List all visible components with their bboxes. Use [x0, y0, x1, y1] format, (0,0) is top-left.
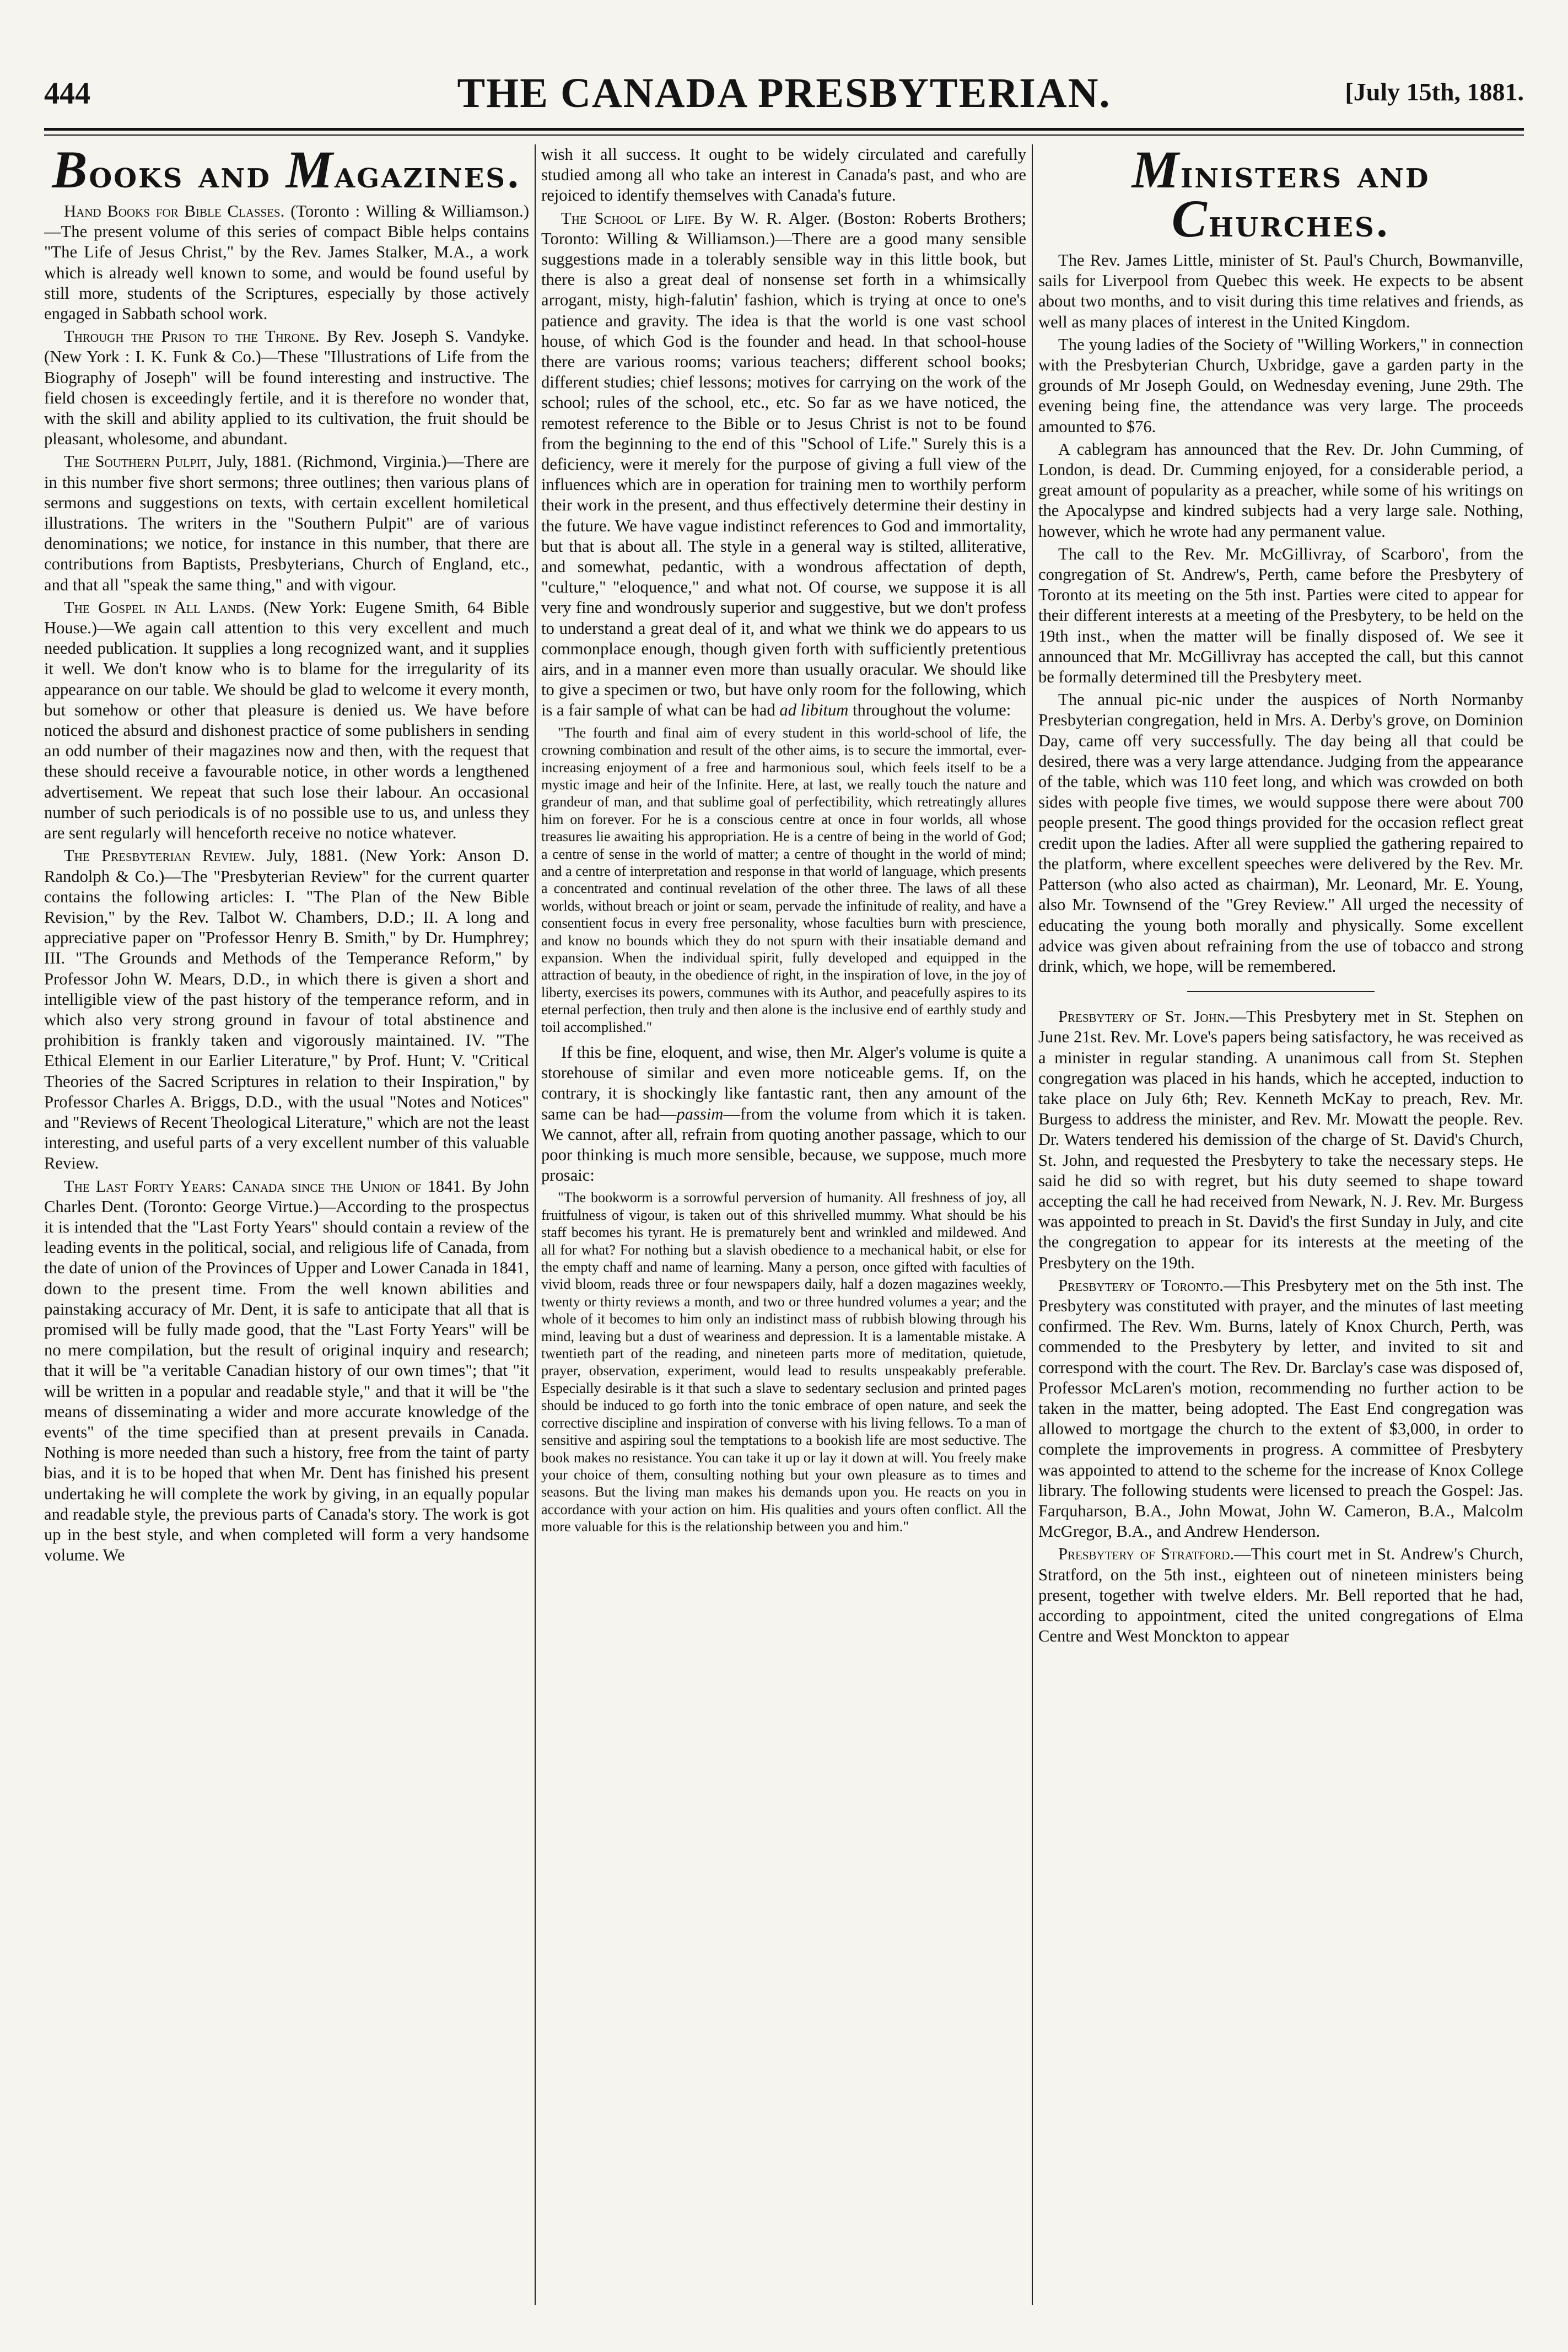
- block-quote: "The fourth and final aim of every student in this world-school of life, the crowning combination and result of the other aims, is to secure the immortal, ever-increasing enjoyment of a free and harmonious soul, which feels itself to be a mystic image and heir of the Infinite. Here, at last, we really touch the nature and grandeur of man, and that sublime goal of perfectibility, which retreatingly allures him on forever. For he is a conscious centre at once in four worlds, all whose treasures lie awaiting his appropriation. He is a centre of being in the world of God; a centre of sense in the world of matter; a centre of thought in the world of mind; and a centre of interpretation and response in that world of language, which presents a concentrated and continual revelation of the other three. The laws of all these worlds, without breach or joint or seam, pervade the infinitude of reality, and have a consentient focus in every free personality, whose faculties burn with prescience, and know no bounds which they do not spurn with their insatiable demand and expansion. When the individual spirit, fully developed and equipped in the attraction of beauty, in the obedience of right, in the inspiration of love, in the joy of liberty, exercises its powers, communes with its Author, and peacefully aspires to its eternal perfection, then truly and then alone is the inclusive end of earthly study and toil accomplished.": [541, 724, 1026, 1035]
- issue-date: [July 15th, 1881.: [1345, 78, 1524, 106]
- masthead: [44, 65, 1524, 126]
- news-item: The annual pic-nic under the auspices of North Normanby Presbyterian congregation, held in Mrs. A. Derby's grove, on Dominion Day, came off very successfully. The day being all that could be desired, there was a very large attendance. Judging from the appearance of the table, which was 110 feet long, and which was crowded on both sides with people five times, we would suppose there were about 700 people present. The good things provided for the occasion reflect great credit upon the ladies. After all were supplied the gathering repaired to the platform, where excellent speeches were delivered by the Rev. Mr. Patterson (who also acted as chairman), Mr. Leonard, Mr. E. Young, also Mr. Townsend of the "Grey Review." All urged the necessity of educating the young both morally and physically. Some excellent advice was given about refraining from the use of tobacco and strong drink, which, we hope, will be remembered.: [1038, 690, 1523, 976]
- review-last-forty-years-end: wish it all success. It ought to be widely circulated and carefully studied among all who take an interest in Canada's past, and who are rejoiced to identify themselves with Canada's future.: [541, 145, 1026, 205]
- review-presbyterian-review: The Presbyterian Review. July, 1881. (New York: Anson D. Randolph & Co.)—The "Presbyterian Review" for the current quarter contains the following articles: I. "The Plan of the New Bible Revision," by the Rev. Talbot W. Chambers, D.D.; II. A long and appreciative paper on "Professor Henry B. Smith," by Dr. Humphrey; III. "The Grounds and Methods of the Temperance Reform," by Professor John W. Mears, D.D., in which there is given a short and intelligible view of the past history of the temperance reform, and in which also very strong ground in favour of total abstinence and prohibition is frankly taken and vigorously maintained. IV. "The Ethical Element in our Earlier Literature," by Prof. Hunt; V. "Critical Theories of the Sacred Scriptures in relation to their Inspiration," by Professor Charles A. Briggs, D.D., with the usual "Notes and Notices" and "Reviews of Recent Theological Literature," which are not the least interesting, and useful parts of a very excellent number of this valuable Review.: [44, 846, 529, 1173]
- column-ministers-and-churches: [1038, 144, 1523, 2316]
- review-southern-pulpit: The Southern Pulpit, July, 1881. (Richmond, Virginia.)—There are in this number five short sermons; three outlines; then various plans of sermons and suggestions on texts, with certain excellent homiletical illustrations. The writers in the "Southern Pulpit" are of various denominations; we notice, for instance in this number, that there are contributions from Baptists, Presbyterians, Church of England, etc., and that all "speak the same thing," and with vigour.: [44, 452, 529, 594]
- page-number: 444: [44, 77, 90, 111]
- section-heading-ministers-and-churches: Ministers and Churches.: [1131, 144, 1430, 248]
- newspaper-title: THE CANADA PRESBYTERIAN.: [457, 70, 1111, 116]
- review-bible-classes: Hand Books for Bible Classes. (Toronto : Willing & Williamson.)—The present volume of this series of compact Bible helps contains "The Life of Jesus Christ," by the Rev. James Stalker, M.A., a work which is already well known to some, and would be found useful by still more, students of the Scriptures, especially by those actively engaged in Sabbath school work.: [44, 202, 529, 324]
- review-school-of-life-comment: If this be fine, eloquent, and wise, then Mr. Alger's volume is quite a storehouse of similar and even more noticeable gems. If, on the contrary, it is shockingly like fantastic rant, then any amount of the same can be had—passim—from the volume from which it is taken. We cannot, after all, refrain from quoting another passage, which to our poor thinking is much more sensible, because, we suppose, much more prosaic:: [541, 1043, 1026, 1185]
- masthead-rule: [44, 128, 1524, 131]
- news-item: The call to the Rev. Mr. McGillivray, of Scarboro', from the congregation of St. Andrew's, Perth, came before the Presbytery of Toronto at its meeting on the 5th inst. Parties were cited to appear for their different interests at a meeting of the Presbytery, to be held on the 19th inst., when the matter will be finally disposed of. We see it announced that Mr. McGillivray has accepted the call, but this cannot be formally determined till the Presbytery meet.: [1038, 544, 1523, 687]
- column-divider: [1032, 144, 1033, 2305]
- review-gospel-in-all-lands: The Gospel in All Lands. (New York: Eugene Smith, 64 Bible House.)—We again call attention to this very excellent and much needed publication. It supplies a long recognized want, and it supplies it well. We don't know who is to blame for the irregularity of its appearance on our table. We should be glad to welcome it every month, but somehow or other that pleasure is denied us. We have before noticed the absurd and dishonest practice of some publishers in sending an odd number of their magazines now and then, with the request that these should receive a favourable notice, in other words a lengthened advertisement. We repeat that such lose their labour. An occasional number of such periodicals is of no possible use to us, and unless they are sent regularly will henceforth receive no notice whatever.: [44, 598, 529, 843]
- presbytery-st-john: Presbytery of St. John.—This Presbytery met in St. Stephen on June 21st. Rev. Mr. Love's papers being satisfactory, he was received as a minister in regular standing. A unanimous call from St. Stephen congregation was placed in his hands, which he accepted, induction to take place on July 6th; Rev. Kenneth McKay to preach, Rev. Mr. Burgess to address the minister, and Rev. Mr. Mowatt the people. Rev. Dr. Waters tendered his demission of the charge of St. David's Church, St. John, and requested the Presbytery to take the necessary steps. He said he did so with regret, but his duty seemed to shape toward accepting the call he had received from Newark, N. J. Rev. Mr. Burgess was appointed to preach in St. David's the first Sunday in July, and cite the congregation to appear for its interests at the meeting of the Presbytery on the 19th.: [1038, 1007, 1523, 1272]
- news-item: A cablegram has announced that the Rev. Dr. John Cumming, of London, is dead. Dr. Cumming enjoyed, for a considerable period, a great amount of popularity as a preacher, while some of his writings on the Apocalypse and kindred subjects had a very large sale. Nothing, however, which he wrote had any permanent value.: [1038, 439, 1523, 541]
- masthead-rule-thin: [44, 134, 1524, 136]
- block-quote: "The bookworm is a sorrowful perversion of humanity. All freshness of joy, all fruitfulness of vigour, is taken out of this shrivelled mummy. What should be his staff becomes his tyrant. He is prematurely bent and wrinkled and mildewed. And all for what? For nothing but a slavish obedience to a mechanical habit, or else for the empty chaff and name of learning. Many a person, once gifted with faculties of vivid bloom, reads three or four newspapers daily, half a dozen magazines weekly, twenty or thirty reviews a month, and two or three hundred volumes a year; and the whole of it becomes to him only an indistinct mass of rubbish blowing through his mind, leaving but a dust of weariness and depression. It is a lamentable mistake. A twentieth part of the reading, and nineteen parts more of meditation, quietude, prayer, observation, experiment, would lead to results unspeakably preferable. Especially desirable is it that such a slave to sedentary seclusion and printed pages should be induced to go forth into the tonic embrace of open nature, and seek the corrective discipline and inspiration of converse with his living fellows. To a man of sensitive and aspiring soul the temptations to a bookish life are most seductive. The book makes no resistance. You can take it up or lay it down at will. You freely make your choice of them, consulting nothing but your own pleasure as to times and seasons. But the living man makes his demands upon you. He reacts on you in accordance with your action on him. His qualities and yours often conflict. All the more valuable for this is the relationship between you and him.": [541, 1190, 1026, 1535]
- news-item: The young ladies of the Society of "Willing Workers," in connection with the Presbyterian Church, Uxbridge, gave a garden party in the grounds of Mr Joseph Gould, on Wednesday evening, June 29th. The evening being fine, the attendance was very large. The proceeds amounted to $76.: [1038, 335, 1523, 436]
- section-divider: [1187, 991, 1375, 992]
- presbytery-stratford: Presbytery of Stratford.—This court met in St. Andrew's Church, Stratford, on the 5th inst., eighteen out of nineteen ministers being present, together with twelve elders. Mr. Bell reported that he had, according to appointment, cited the united congregations of Elma Centre and West Monckton to appear: [1038, 1544, 1523, 1646]
- review-last-forty-years: The Last Forty Years: Canada since the Union of 1841. By John Charles Dent. (Toronto: George Virtue.)—According to the prospectus it is intended that the "Last Forty Years" should contain a review of the leading events in the political, social, and religious life of Canada, from the date of union of the Provinces of Upper and Lower Canada in 1841, down to the present time. From the well known abilities and painstaking accuracy of Mr. Dent, it is safe to anticipate that all that is promised will be fully made good, that the "Last Forty Years" will be no mere compilation, but the result of original inquiry and research; that it will be "a veritable Canadian history of our own times"; that "it will be written in a popular and readable style," and that it will be "the means of disseminating a wider and more accurate knowledge of the events" of the time specified than at present prevails in Canada. Nothing is more needed than such a history, free from the taint of party bias, and it is to be hoped that when Mr. Dent has finished his present undertaking he will complete the work by giving, in an equally popular and readable style, the previous parts of Canada's story. The work is got up in the best style, and when completed will form a very handsome volume. We: [44, 1176, 529, 1565]
- news-item: The Rev. James Little, minister of St. Paul's Church, Bowmanville, sails for Liverpool from Quebec this week. He expects to be absent about two months, and to visit during this time relatives and friends, as well as many places of interest in the United Kingdom.: [1038, 251, 1523, 331]
- review-school-of-life: The School of Life. By W. R. Alger. (Boston: Roberts Brothers; Toronto: Willing & Williamson.)—There are a good many sensible suggestions made in a tolerably sensible way in this little book, but there is also a great deal of nonsense set forth in a whimsically arrogant, misty, high-falutin' fashion, which is trying at once to one's patience and gravity. The idea is that the world is one vast school house, of which God is the founder and head. In that school-house there are various rooms; various teachers; different school books; different studies; chief lessons; motives for carrying on the work of the school; rules of the school, etc., etc. So far as we have noticed, the remotest reference to the Bible or to Jesus Christ is not to be found from the beginning to the end of this "School of Life." Surely this is a deficiency, were it merely for the purpose of giving a full view of the influences which are in operation for training men to worthily perform their work in the present, and thus effectively determine their destiny in the future. We have vague indistinct references to God and immortality, but that is about all. The style in a general way is stilted, alliterative, and somewhat, pedantic, with a wondrous affectation of depth, "culture," "eloquence," and what not. Of course, we suppose it is all very fine and wondrously superior and suggestive, but we don't profess to understand a great deal of it, and what we think we do appears to us commonplace enough, though given forth with sufficiently pretentious airs, and in a manner even more than usually oracular. We should like to give a specimen or two, but have only room for the following, which is a fair sample of what can be had ad libitum throughout the volume:: [541, 208, 1026, 720]
- presbytery-toronto: Presbytery of Toronto.—This Presbytery met on the 5th inst. The Presbytery was constituted with prayer, and the minutes of last meeting confirmed. The Rev. Wm. Burns, lately of Knox Church, Perth, was commended to the Presbytery by letter, and invited to sit and correspond with the court. The Rev. Dr. Barclay's case was disposed of, Professor McLaren's motion, recommending no further action to be taken in the matter, being adopted. The East End congregation was allowed to mortgage the church to the extent of $3,000, in order to complete the improvements in progress. A committee of Presbytery was appointed to attend to the scheme for the increase of Knox College library. The following students were licensed to preach the Gospel: Jas. Farquharson, B.A., John Mowat, John W. Cameron, B.A., Malcolm McGregor, B.A., and Andrew Henderson.: [1038, 1275, 1523, 1541]
- column-divider: [535, 144, 536, 2305]
- review-prison-to-throne: Through the Prison to the Throne. By Rev. Joseph S. Vandyke. (New York : I. K. Funk & Co.)—These "Illustrations of Life from the Biography of Joseph" will be found interesting and instructive. The field chosen is exceedingly fertile, and it is therefore no wonder that, with the skill and ability applied to its cultivation, the fruit should be pleasant, wholesome, and abundant.: [44, 327, 529, 449]
- column-reviews-continued: [541, 144, 1026, 2316]
- section-heading-books-and-magazines: Books and Magazines.: [52, 144, 521, 199]
- column-books-and-magazines: [44, 144, 529, 2316]
